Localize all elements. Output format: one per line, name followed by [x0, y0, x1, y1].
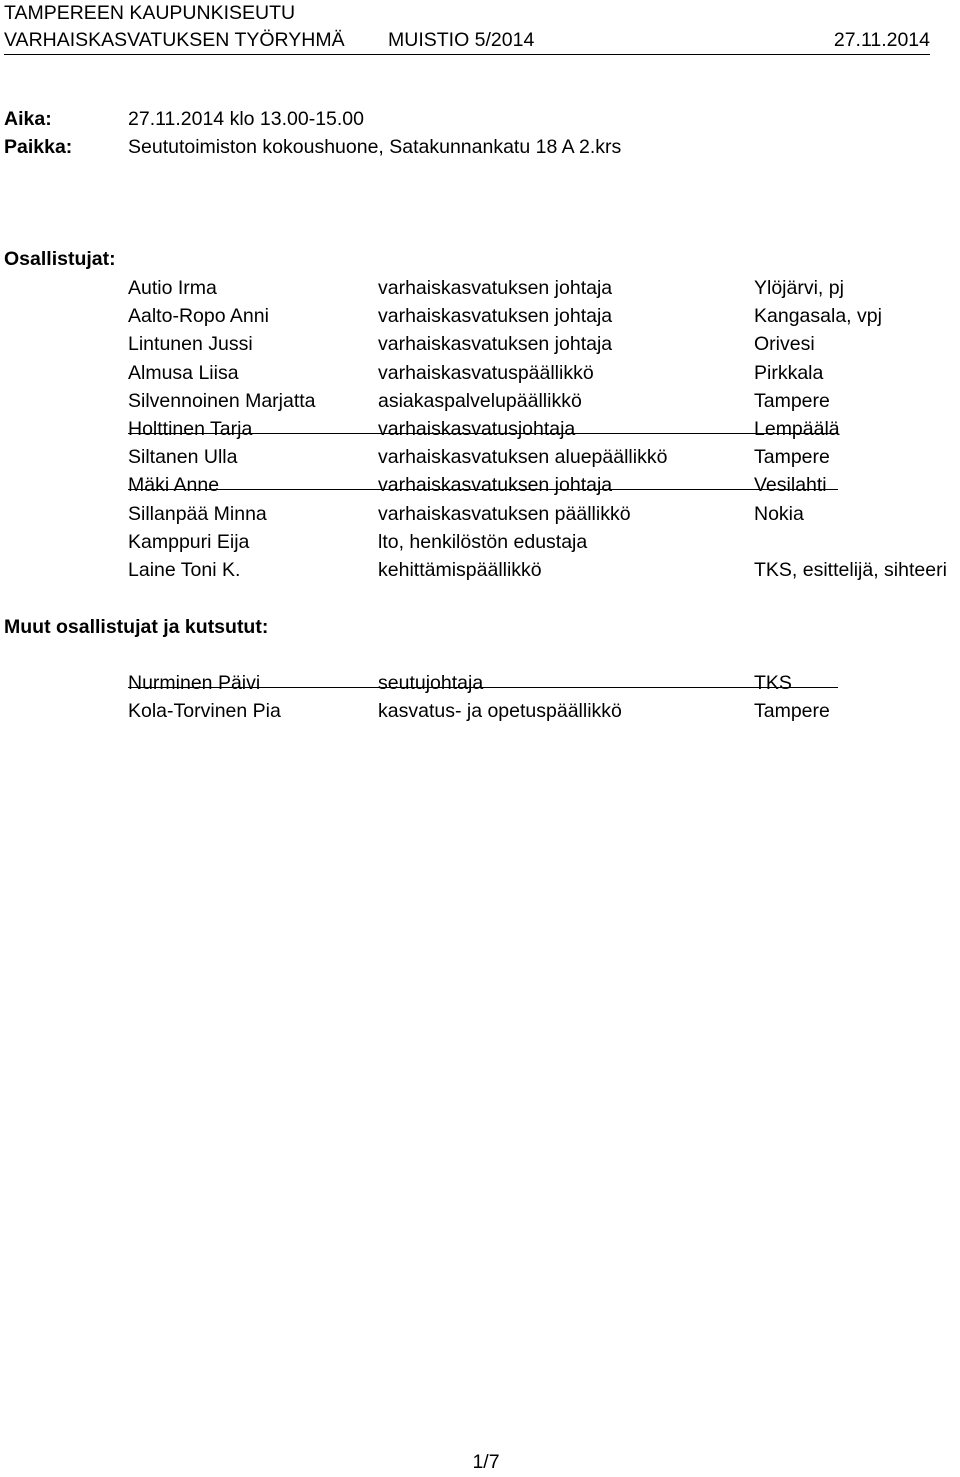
- participant-name: Lintunen Jussi: [128, 333, 253, 356]
- participants-title: Osallistujat:: [4, 248, 116, 270]
- participant-row: [128, 305, 960, 333]
- participant-name: Silvennoinen Marjatta: [128, 389, 316, 412]
- other-participant-name: Nurminen Päivi: [128, 672, 261, 694]
- header-memo-number: MUISTIO 5/2014: [388, 29, 535, 51]
- participant-place: Tampere: [754, 446, 830, 469]
- other-participant-role: seutujohtaja: [378, 672, 484, 694]
- participant-role: varhaiskasvatuksen johtaja: [378, 277, 613, 299]
- participant-place: Orivesi: [754, 333, 815, 356]
- participant-role: varhaiskasvatuksen johtaja: [378, 333, 613, 356]
- other-participant-row-struck: [128, 672, 960, 700]
- participant-name: Aalto-Ropo Anni: [128, 305, 269, 328]
- participant-role: asiakaspalvelupäällikkö: [378, 389, 582, 412]
- other-participants-title: Muut osallistujat ja kutsutut:: [4, 616, 269, 638]
- participant-place: Vesilahti: [754, 474, 827, 497]
- meeting-time-label: Aika:: [4, 108, 52, 130]
- participant-role: varhaiskasvatuksen päällikkö: [378, 502, 631, 525]
- other-participant-place: Tampere: [754, 700, 830, 723]
- document-header: [4, 0, 930, 55]
- participant-name: Siltanen Ulla: [128, 446, 238, 469]
- header-group: VARHAISKASVATUKSEN TYÖRYHMÄ: [4, 29, 345, 51]
- participant-role: varhaiskasvatuspäällikkö: [378, 361, 594, 384]
- participant-role: varhaiskasvatusjohtaja: [378, 417, 576, 440]
- participant-name: Holttinen Tarja: [128, 417, 253, 440]
- participant-row: [128, 390, 960, 418]
- participant-row: [128, 362, 960, 390]
- participant-place: Nokia: [754, 502, 804, 525]
- participant-row: [128, 446, 960, 474]
- header-info-line: [4, 27, 930, 55]
- participant-place: Pirkkala: [754, 361, 824, 384]
- participant-place: Ylöjärvi, pj: [754, 277, 844, 299]
- participant-role: varhaiskasvatuksen aluepäällikkö: [378, 446, 668, 469]
- participant-row: [128, 559, 960, 587]
- other-participants-list: [128, 672, 960, 728]
- participant-role: varhaiskasvatuksen johtaja: [378, 305, 613, 328]
- participant-name: Mäki Anne: [128, 474, 220, 497]
- participant-place: Kangasala, vpj: [754, 305, 882, 328]
- participant-place: Tampere: [754, 389, 830, 412]
- participant-name: Almusa Liisa: [128, 361, 239, 384]
- participant-row: [128, 333, 960, 361]
- meeting-place-value: Seututoimiston kokoushuone, Satakunnankatu 18 A 2.krs: [128, 136, 622, 158]
- header-organization: TAMPEREEN KAUPUNKISEUTU: [4, 2, 296, 24]
- header-date: 27.11.2014: [833, 29, 930, 51]
- participant-row: [128, 277, 960, 305]
- page-number: 1/7: [472, 1451, 500, 1473]
- participant-row: [128, 503, 960, 531]
- meeting-time-value: 27.11.2014 klo 13.00-15.00: [128, 108, 364, 130]
- other-participant-row: [128, 700, 960, 728]
- other-participant-role: kasvatus- ja opetuspäällikkö: [378, 700, 622, 723]
- participant-row: [128, 531, 960, 559]
- participants-list: [128, 277, 960, 587]
- participant-name: Autio Irma: [128, 277, 217, 299]
- participant-place: Lempäälä: [754, 417, 840, 440]
- participant-row-struck: [128, 474, 960, 502]
- other-participant-place: TKS: [754, 672, 792, 694]
- meeting-place-label: Paikka:: [4, 136, 73, 158]
- participant-name: Sillanpää Minna: [128, 502, 267, 525]
- participant-place: TKS, esittelijä, sihteeri: [754, 558, 947, 581]
- participant-name: Laine Toni K.: [128, 558, 241, 581]
- participant-role: lto, henkilöstön edustaja: [378, 530, 588, 553]
- other-participant-name: Kola-Torvinen Pia: [128, 700, 281, 723]
- participant-role: kehittämispäällikkö: [378, 558, 542, 581]
- participant-name: Kamppuri Eija: [128, 530, 250, 553]
- participant-role: varhaiskasvatuksen johtaja: [378, 474, 613, 497]
- participant-row-struck: [128, 418, 960, 446]
